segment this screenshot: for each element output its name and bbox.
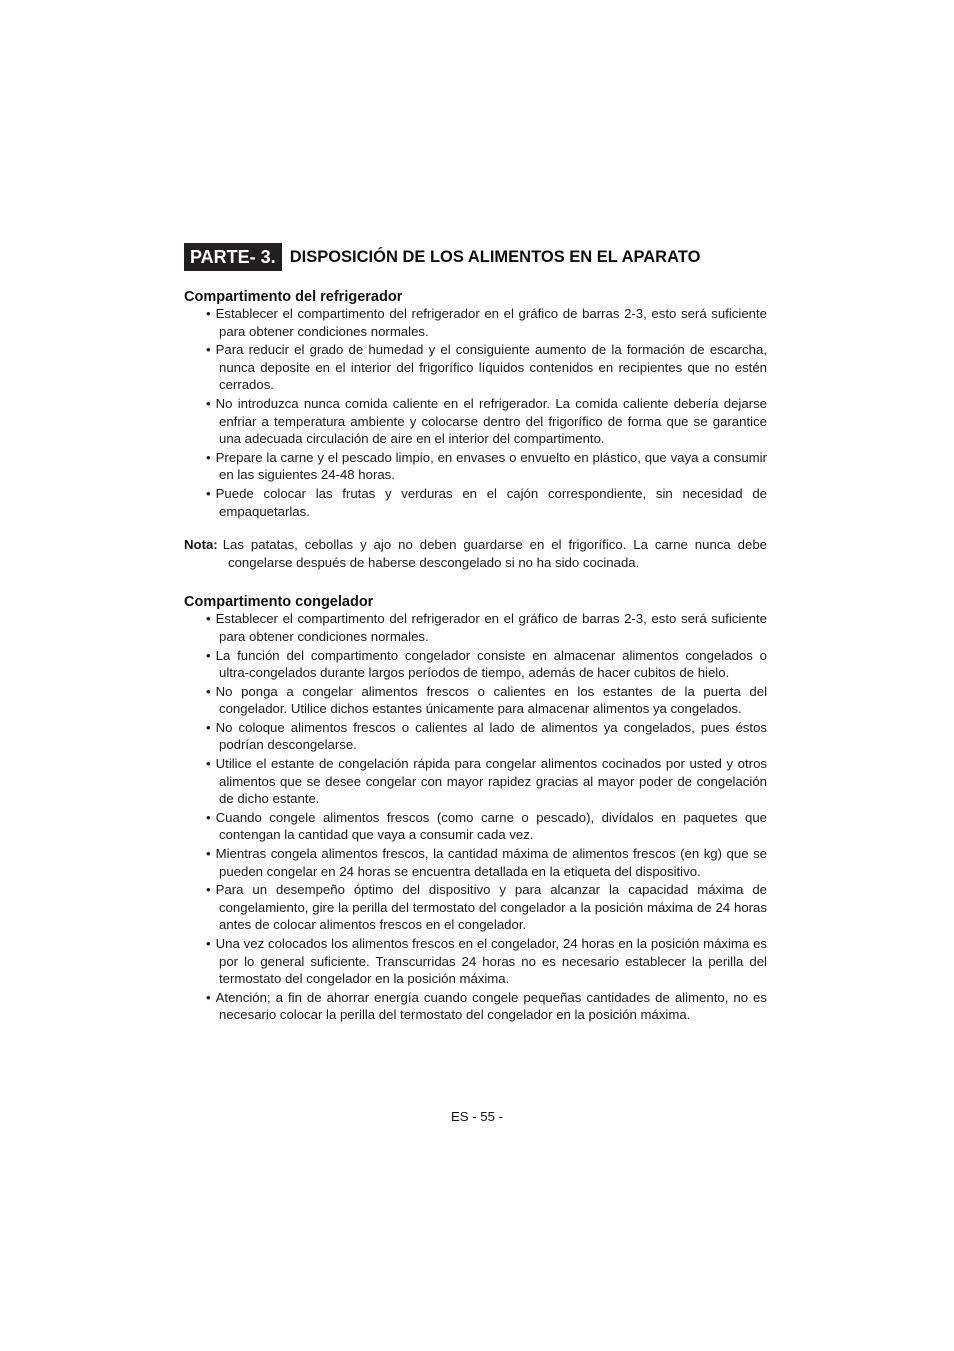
list-item: • Para reducir el grado de humedad y el consiguiente aumento de la formación de escarcha, nunca deposite en el interior del frigorífico líquidos contenidos en recipientes que no estén cerrados. (184, 341, 767, 394)
freezer-section-title: Compartimento congelador (184, 594, 374, 611)
list-item: • Establecer el compartimento del refrigerador en el gráfico de barras 2-3, esto será suficiente para obtener condiciones normales. (184, 305, 767, 340)
part-heading (184, 243, 767, 271)
list-item: • Una vez colocados los alimentos frescos en el congelador, 24 horas en la posición máxima es por lo general suficiente. Transcurridas 24 horas no es necesario establecer la perilla del termostato del congelador en la posición máxima. (184, 935, 767, 988)
list-item: • Atención; a fin de ahorrar energía cuando congele pequeñas cantidades de alimento, no es necesario colocar la perilla del termostato del congelador en la posición máxima. (184, 989, 767, 1024)
note-text: Las patatas, cebollas y ajo no deben guardarse en el frigorífico. La carne nunca debe congelarse después de haberse descongelado si no ha sido cocinada. (222, 537, 767, 570)
freezer-list (184, 610, 767, 1024)
list-item: • No coloque alimentos frescos o calientes al lado de alimentos ya congelados, pues éstos podrían descongelarse. (184, 719, 767, 754)
list-item: • Puede colocar las frutas y verduras en el cajón correspondiente, sin necesidad de empaquetarlas. (184, 485, 767, 520)
list-item: • Para un desempeño óptimo del dispositivo y para alcanzar la capacidad máxima de congelamiento, gire la perilla del termostato del congelador a la posición máxima de 24 horas antes de colocar alimentos frescos en el congelador. (184, 881, 767, 934)
note (184, 536, 767, 571)
list-item: • No ponga a congelar alimentos frescos o calientes en los estantes de la puerta del congelador. Utilice dichos estantes únicamente para almacenar alimentos ya congelados. (184, 683, 767, 718)
note-label: Nota: (184, 537, 218, 553)
part-title: DISPOSICIÓN DE LOS ALIMENTOS EN EL APARATO (289, 247, 701, 266)
list-item: • Establecer el compartimento del refrigerador en el gráfico de barras 2-3, esto será suficiente para obtener condiciones normales. (184, 610, 767, 645)
list-item: • No introduzca nunca comida caliente en el refrigerador. La comida caliente debería dejarse enfriar a temperatura ambiente y colocarse dentro del frigorífico de forma que se garantice una adecuada circulación de aire en el interior del compartimento. (184, 395, 767, 448)
list-item: • Cuando congele alimentos frescos (como carne o pescado), divídalos en paquetes que contengan la cantidad que vaya a consumir cada vez. (184, 809, 767, 844)
page-number: ES - 55 - (450, 1109, 504, 1124)
fridge-section-title: Compartimento del refrigerador (184, 289, 403, 305)
list-item: • La función del compartimento congelador consiste en almacenar alimentos congelados o ultra-congelados durante largos períodos de tiempo, además de hacer cubitos de hielo. (184, 647, 767, 682)
list-item: • Prepare la carne y el pescado limpio, en envases o envuelto en plástico, que vaya a consumir en las siguientes 24-48 horas. (184, 449, 767, 484)
list-item: • Mientras congela alimentos frescos, la cantidad máxima de alimentos frescos (en kg) que se pueden congelar en 24 horas se encuentra detallada en la etiqueta del dispositivo. (184, 845, 767, 880)
list-item: • Utilice el estante de congelación rápida para congelar alimentos cocinados por usted y otros alimentos que se desee congelar con mayor rapidez gracias al mayor poder de congelación de dicho estante. (184, 755, 767, 808)
fridge-list (184, 305, 767, 520)
part-badge: PARTE- 3. (184, 243, 282, 271)
page-content (184, 243, 767, 1025)
